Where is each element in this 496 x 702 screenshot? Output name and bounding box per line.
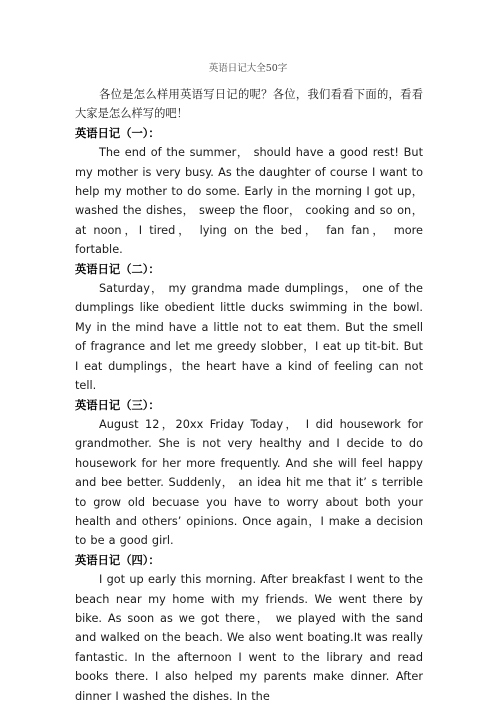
section-body-2: Saturday， my grandma made dumplings， one of the dumplings like obedient little ducks swimming in the bowl. My in the mind have a little not to eat them. But the smell of fragrance and let me greedy slobber，I eat up tit-bit. But I eat dumplings，the heart have a kind of feeling can not tell. <box>75 282 423 393</box>
document-content <box>75 85 423 702</box>
section-title-2: 英语日记（二）： <box>75 262 160 276</box>
section-body-3: August 12，20xx Friday Today， I did housework for grandmother. She is not very healthy and I decide to do housework for her more frequently. And she will feel happy and bee better. Suddenly， an idea hit me that it’ s terrible to grow old becuase you have to worry about both your health and others’ opinions. Once again，I make a decision to be a good girl. <box>75 417 423 548</box>
section-title-4: 英语日记（四）： <box>75 553 160 567</box>
section-title-1: 英语日记（一）： <box>75 126 160 140</box>
document-header: 英语日记大全50字 <box>208 63 288 74</box>
section-body-4: I got up early this morning. After breakfast I went to the beach near my home with my friends. We went there by bike. As soon as we got there， we played with the sand and walked on the beach. We also went boating.It was really fantastic. In the afternoon I went to the library and read books there. I also helped my parents make dinner. After dinner I washed the dishes. In the <box>75 573 423 702</box>
section-body-1: The end of the summer， should have a good rest! But my mother is very busy. As the daughter of course I want to help my mother to do some. Early in the morning I got up， washed the dishes， sweep the floor， cooking and so on， at noon，I tired， lying on the bed， fan fan， more fortable. <box>75 146 423 257</box>
intro-paragraph: 各位是怎么样用英语写日记的呢？各位，我们看看下面的，看看大家是怎么样写的吧！ <box>75 88 423 121</box>
section-title-3: 英语日记（三）： <box>75 398 160 412</box>
